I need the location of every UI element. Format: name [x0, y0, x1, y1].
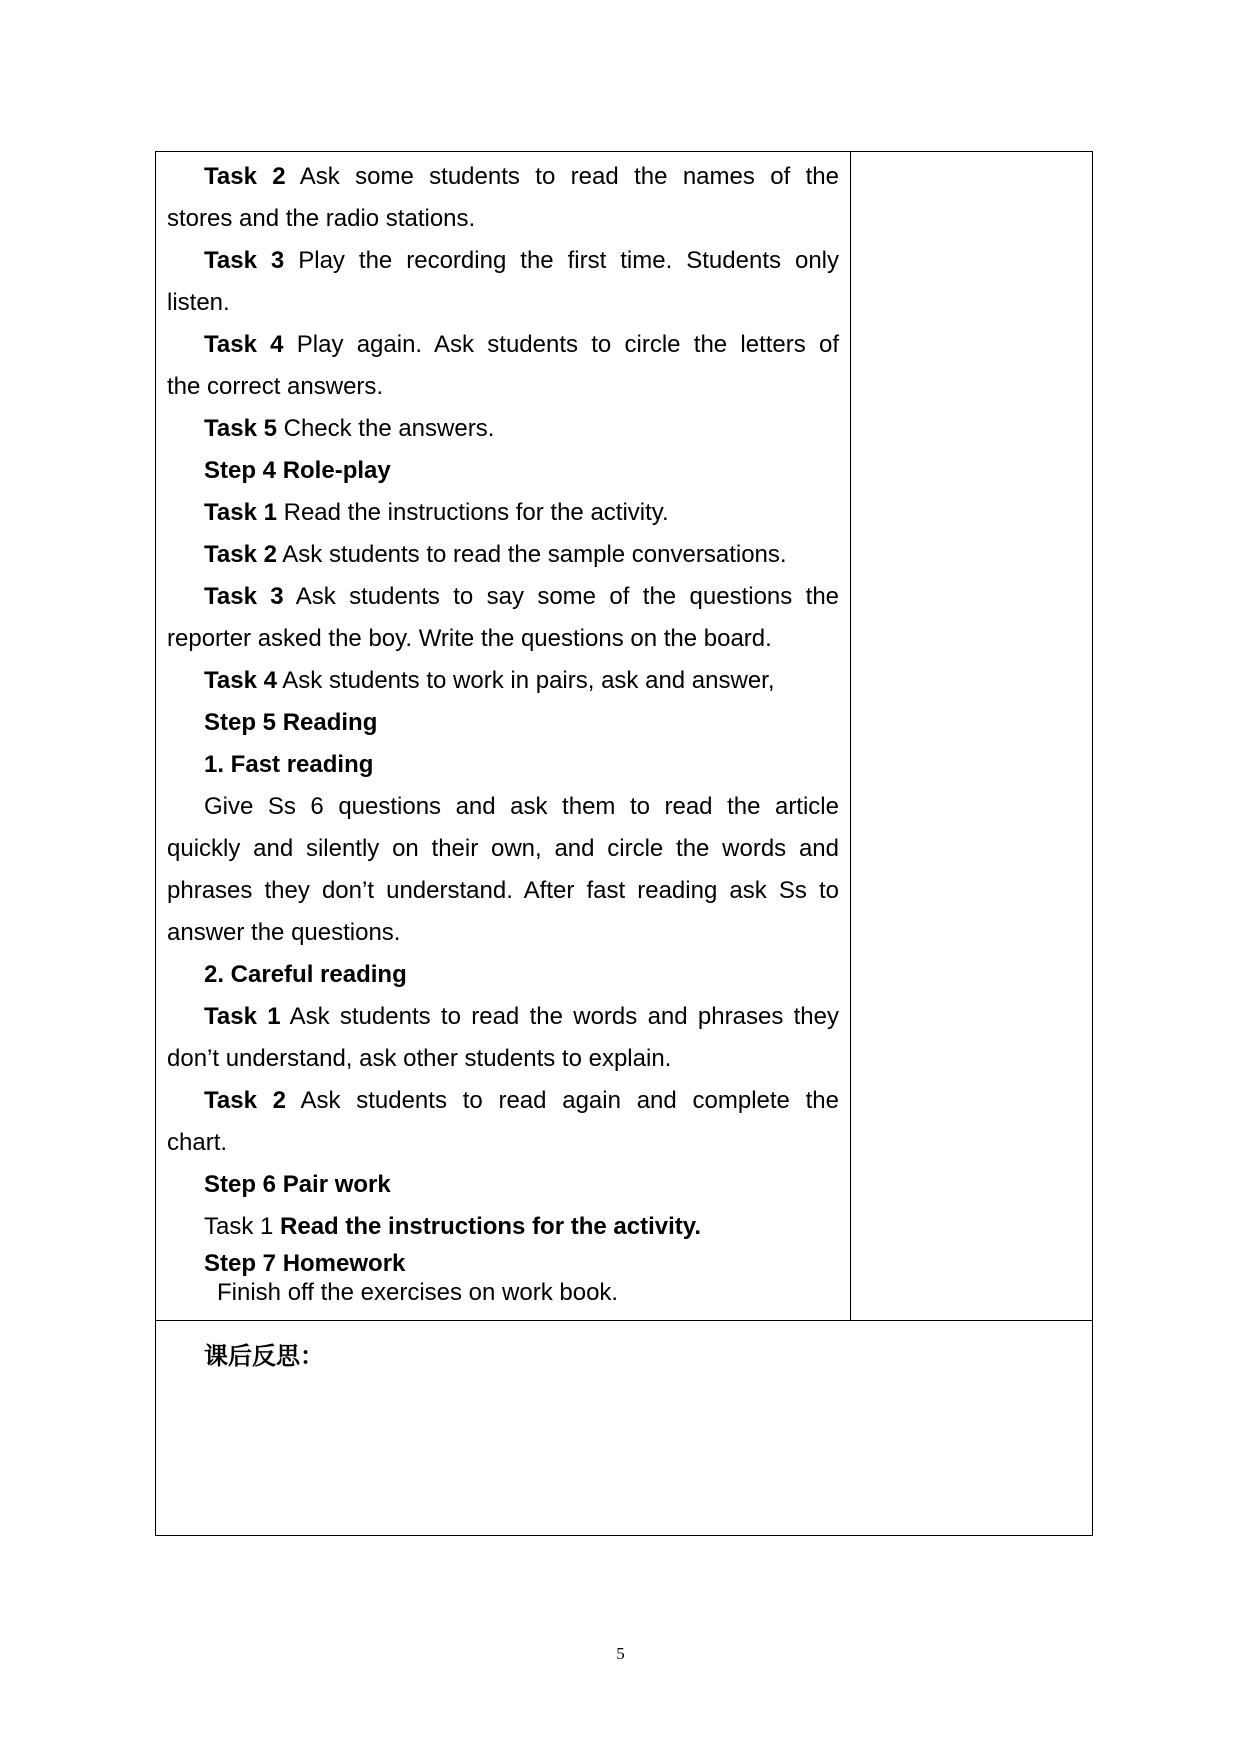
pair-work-task-1 — [167, 1206, 839, 1248]
step-6-heading — [167, 1164, 839, 1206]
careful-reading-task-2 — [167, 1080, 839, 1122]
column-divider — [850, 151, 851, 1320]
task-3-continuation: listen. — [167, 289, 230, 316]
role-play-task-1 — [167, 492, 839, 534]
task-2-continuation: stores and the radio stations. — [167, 205, 476, 232]
careful-reading-task-2-continuation: chart. — [167, 1129, 228, 1156]
task-label: Task 1 — [204, 1213, 281, 1240]
task-3-line — [167, 240, 839, 282]
step-heading-text: Step 5 Reading — [204, 709, 378, 736]
task-text: Play the recording the first time. Students only — [284, 247, 839, 274]
step-heading-text: Step 4 Role-play — [204, 457, 391, 484]
row-divider — [155, 1320, 1093, 1321]
step-5-heading — [167, 702, 839, 744]
task-text: Read the instructions for the activity. — [280, 1213, 701, 1240]
task-text: Ask students to read the words and phrases they — [280, 1003, 839, 1030]
task-text: Check the answers. — [276, 415, 495, 442]
task-label: Task 4 — [204, 331, 284, 358]
step-heading-text: Step 7 Homework — [204, 1250, 406, 1277]
task-label: Task 2 — [204, 1087, 287, 1114]
task-label: Task 2 — [204, 541, 277, 568]
subheading-text: 2. Careful reading — [204, 961, 407, 988]
careful-reading-task-1 — [167, 996, 839, 1038]
task-label: Task 3 — [204, 247, 285, 274]
task-text: Ask students to read again and complete the — [286, 1087, 840, 1114]
task-label: Task 4 — [204, 667, 277, 694]
page-number: 5 — [616, 1644, 625, 1663]
fast-reading-line-3: phrases they don’t understand. After fast reading ask Ss to — [167, 877, 839, 904]
task-text: Play again. Ask students to circle the letters of — [283, 331, 840, 358]
task-text: Ask some students to read the names of the — [285, 163, 840, 190]
task-4-line — [167, 324, 839, 366]
reflection-label: 课后反思： — [204, 1342, 324, 1370]
task-5-line — [167, 408, 839, 450]
role-play-task-3 — [167, 576, 839, 618]
subheading-text: 1. Fast reading — [204, 751, 374, 778]
task-label: Task 1 — [204, 1003, 281, 1030]
fast-reading-line-4: answer the questions. — [167, 919, 401, 946]
fast-reading-heading — [167, 744, 839, 786]
role-play-task-4 — [167, 660, 839, 702]
step-4-heading — [167, 450, 839, 492]
task-text: Ask students to say some of the questions the — [283, 583, 840, 610]
lesson-steps-cell — [167, 156, 839, 1306]
task-text: Ask students to work in pairs, ask and answer, — [276, 667, 775, 694]
task-4-continuation: the correct answers. — [167, 373, 384, 400]
task-label: Task 3 — [204, 583, 284, 610]
task-2-line — [167, 156, 839, 198]
task-label: Task 1 — [204, 499, 277, 526]
task-text: Ask students to read the sample conversations. — [276, 541, 787, 568]
task-label: Task 5 — [204, 415, 277, 442]
task-label: Task 2 — [204, 163, 286, 190]
fast-reading-line-1: Give Ss 6 questions and ask them to read the article — [204, 793, 839, 820]
careful-reading-heading — [167, 954, 839, 996]
task-text: Read the instructions for the activity. — [276, 499, 669, 526]
careful-reading-task-1-continuation: don’t understand, ask other students to explain. — [167, 1045, 672, 1072]
role-play-task-2 — [167, 534, 839, 576]
step-heading-text: Step 6 Pair work — [204, 1171, 391, 1198]
step-7-heading — [167, 1248, 839, 1280]
homework-text: Finish off the exercises on work book. — [217, 1279, 619, 1306]
role-play-task-3-continuation: reporter asked the boy. Write the questions on the board. — [167, 625, 772, 652]
fast-reading-line-2: quickly and silently on their own, and circle the words and — [167, 835, 839, 862]
